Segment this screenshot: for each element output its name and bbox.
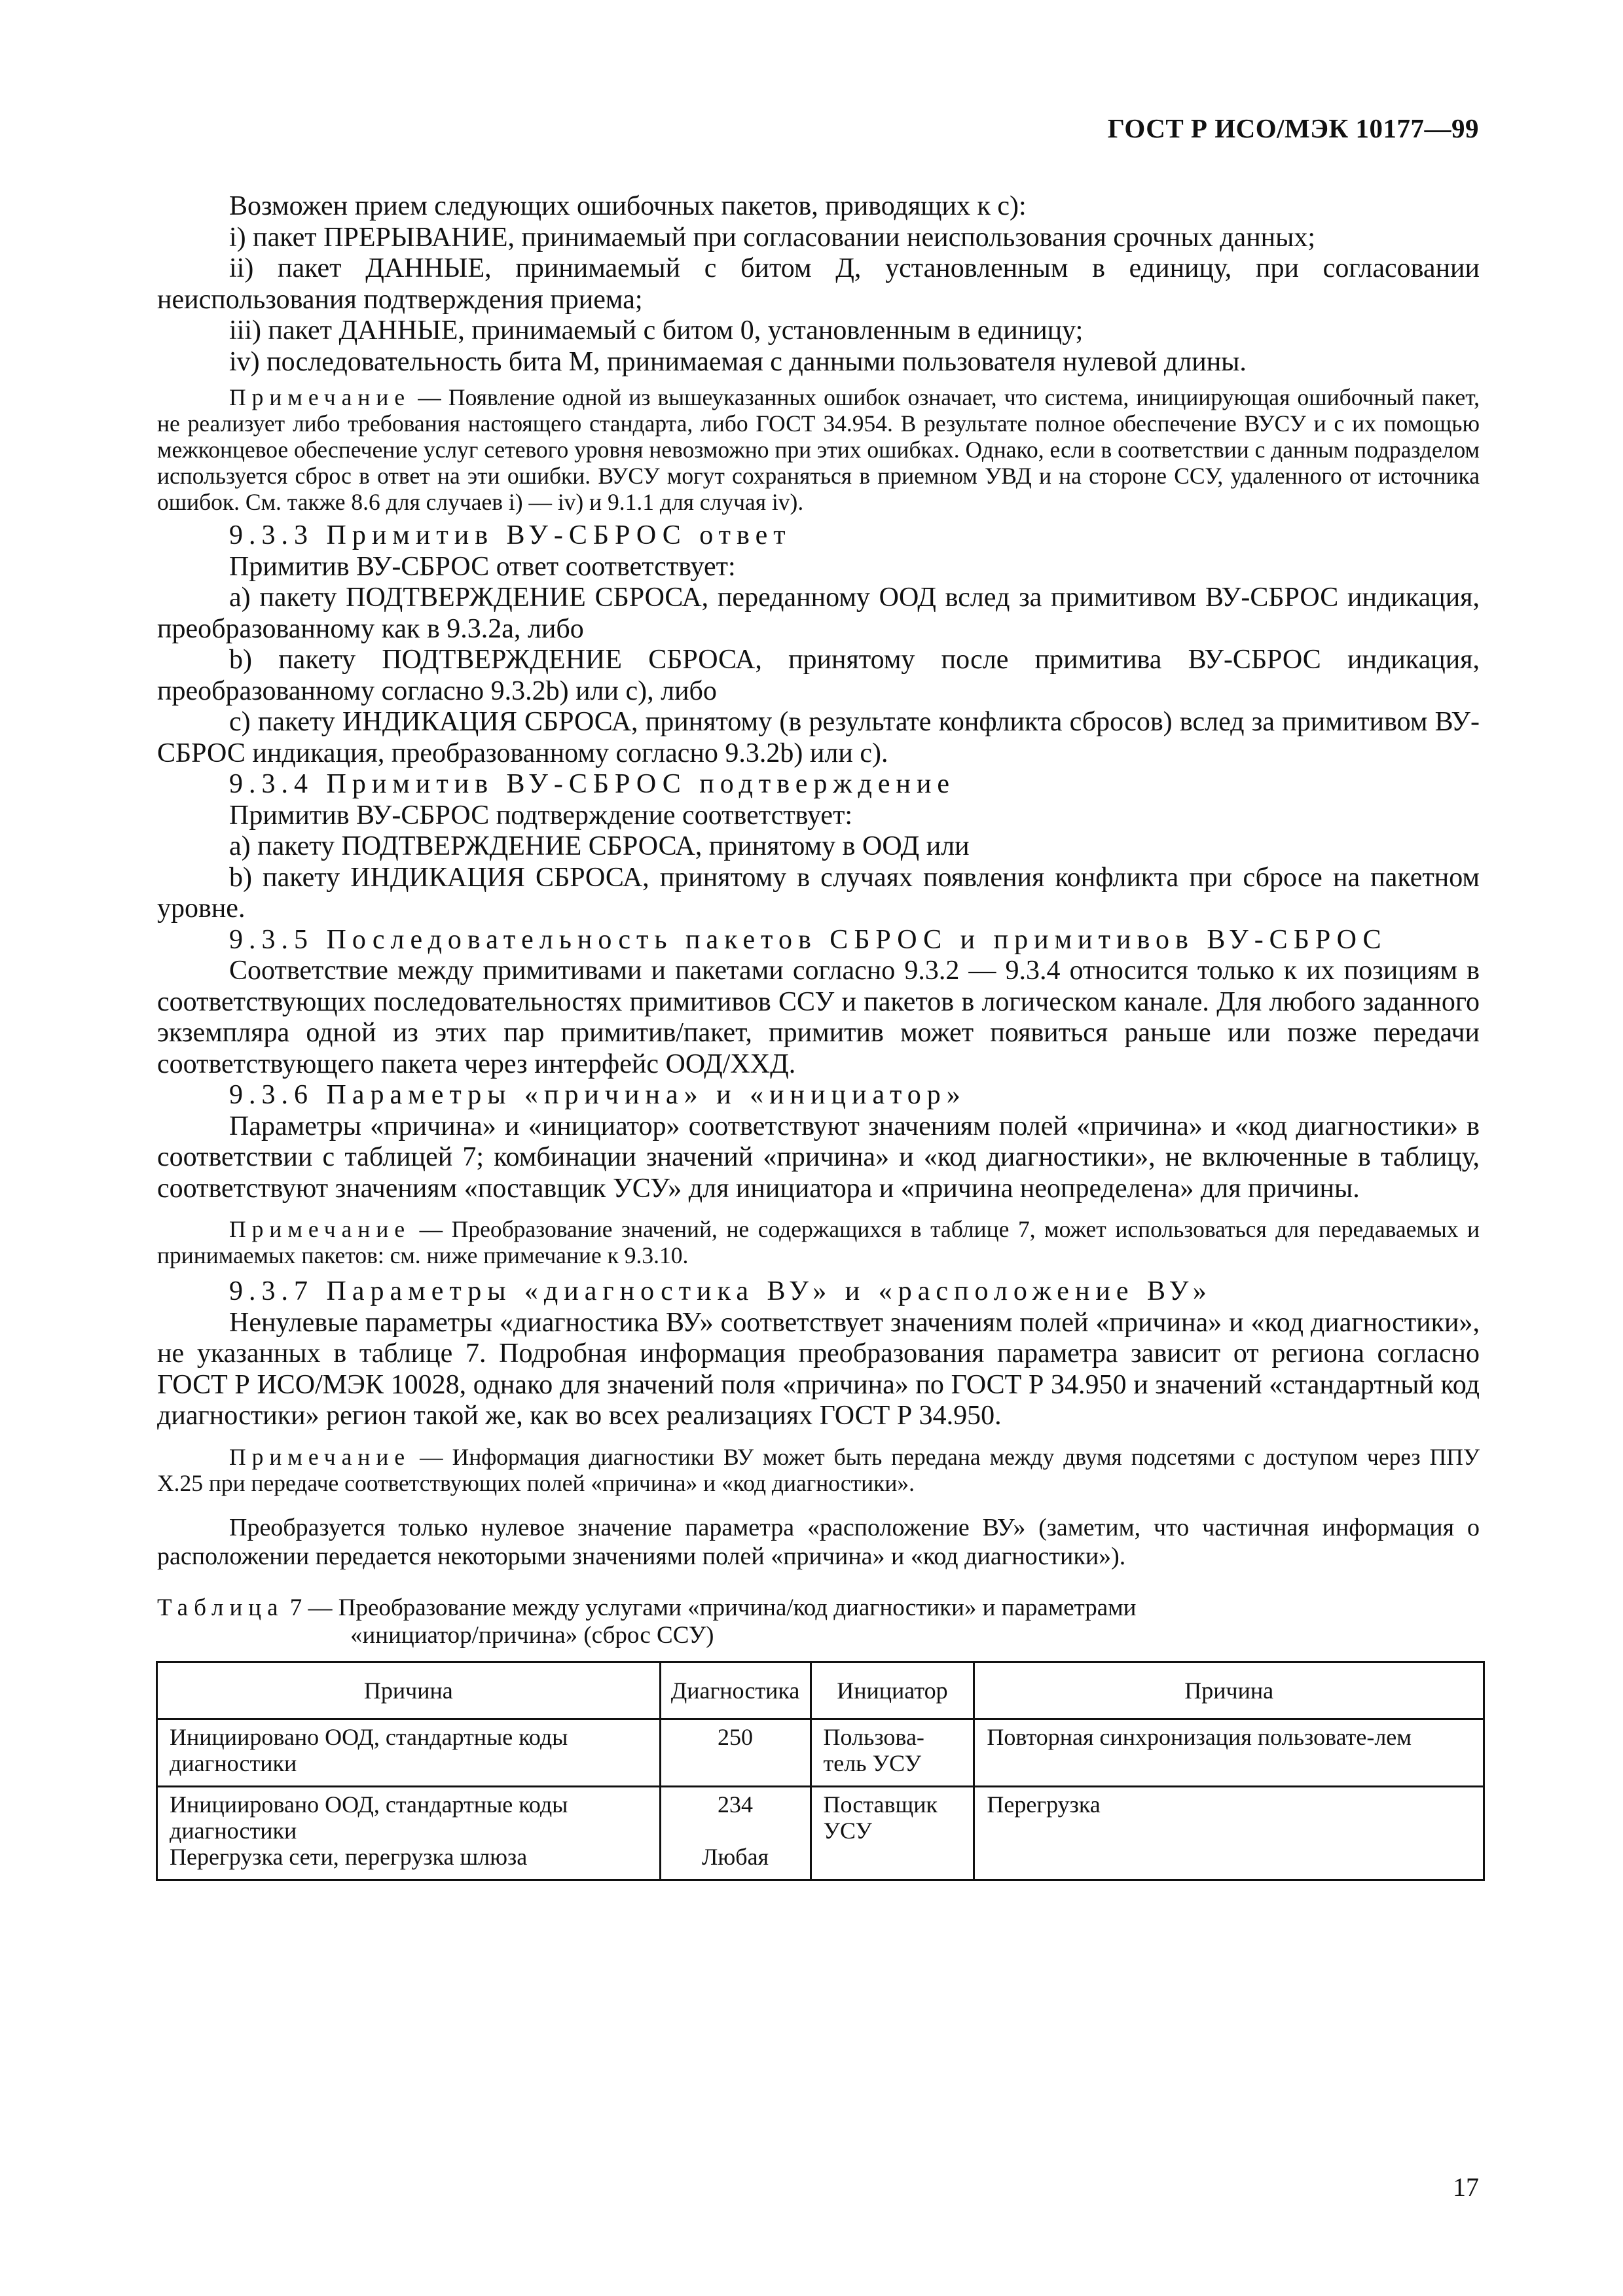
table-cell — [660, 1786, 811, 1880]
list-item: b) пакету ПОДТВЕРЖДЕНИЕ СБРОСА, принятому после примитива ВУ-СБРОС индикация, преобразованному согласно 9.3.2b) или c), либо — [157, 645, 1480, 706]
paragraph: Возможен прием следующих ошибочных пакетов, приводящих к c): — [229, 191, 1027, 221]
section-heading: 9.3.6 Параметры «причина» и «инициатор» — [229, 1080, 966, 1110]
note-text: — Информация диагностики ВУ может быть передана между двумя подсетями с доступом через ППУ X.25 при передаче соответствующих полей «причина» и «код диагностики». — [157, 1443, 1480, 1496]
table-cell: Перегрузка — [974, 1786, 1484, 1880]
table-caption-label: Таблица — [157, 1594, 284, 1621]
cell-line: Инициировано ООД, стандартные коды диагностики — [170, 1791, 568, 1844]
paragraph: Параметры «причина» и «инициатор» соответствуют значениям полей «причина» и «код диагностики» в соответствии с таблицей 7; комбинации значений «причина» и «код диагностики», не включенные в таблицу, соответствуют значениям «поставщик УСУ» для инициатора и «причина неопределена» для причины. — [157, 1111, 1480, 1204]
column-header: Причина — [157, 1662, 661, 1719]
cell-line: Перегрузка сети, перегрузка шлюза — [170, 1843, 528, 1870]
list-item: iv) последовательность бита М, принимаемая с данными пользователя нулевой длины. — [229, 346, 1247, 377]
note — [157, 1216, 1480, 1268]
note-text: — Преобразование значений, не содержащихся в таблице 7, может использоваться для передаваемых и принимаемых пакетов: см. ниже примечание к 9.3.10. — [157, 1216, 1480, 1268]
note-text: — Появление одной из вышеуказанных ошибок означает, что система, инициирующая ошибочный пакет, не реализует либо требования настоящего стандарта, либо ГОСТ 34.954. В результате полное обеспечение ВУСУ и с их помощью межконцевое обеспечение услуг сетевого уровня невозможно при этих ошибках. Однако, если в соответствии с данным подразделом используется сброс в ответ на эти ошибки. ВУСУ могут сохраняться в приемном УВД и на стороне ССУ, удаленного от источника ошибок. См. также 8.6 для случаев i) — iv) и 9.1.1 для случая iv). — [157, 384, 1480, 515]
list-item: c) пакету ИНДИКАЦИЯ СБРОСА, принятому (в результате конфликта сбросов) вслед за примитивом ВУ-СБРОС индикация, преобразованному согласно 9.3.2b) или c). — [157, 707, 1480, 768]
cell-line: Любая — [701, 1843, 769, 1870]
table-cell: 250 — [660, 1719, 811, 1786]
list-item: a) пакету ПОДТВЕРЖДЕНИЕ СБРОСА, принятому в ООД или — [229, 831, 970, 861]
page-number: 17 — [1453, 2172, 1479, 2202]
table-cell: Инициировано ООД, стандартные коды диагностики — [157, 1719, 661, 1786]
column-header: Диагностика — [660, 1662, 811, 1719]
note-label: Примечание — [229, 384, 411, 410]
document-header: ГОСТ Р ИСО/МЭК 10177—99 — [1107, 113, 1479, 143]
paragraph: Ненулевые параметры «диагностика ВУ» соответствует значениям полей «причина» и «код диагностики», не указанных в таблице 7. Подробная информация преобразования параметра зависит от региона согласно ГОСТ Р ИСО/МЭК 10028, однако для значений поля «причина» по ГОСТ Р 34.950 и значений «стандартный код диагностики» регион такой же, как во всех реализациях ГОСТ Р 34.950. — [157, 1307, 1480, 1431]
table-cell: Пользова-тель УСУ — [811, 1719, 974, 1786]
list-item: b) пакету ИНДИКАЦИЯ СБРОСА, принятому в случаях появления конфликта при сбросе на пакетном уровне. — [157, 862, 1480, 924]
table-header-row — [157, 1662, 1484, 1719]
table-row — [157, 1786, 1484, 1880]
column-header: Причина — [974, 1662, 1484, 1719]
paragraph: Примитив ВУ-СБРОС ответ соответствует: — [229, 551, 736, 582]
section-heading: 9.3.7 Параметры «диагностика ВУ» и «расположение ВУ» — [229, 1276, 1213, 1306]
column-header: Инициатор — [811, 1662, 974, 1719]
table-cell: Повторная синхронизация пользовате-лем — [974, 1719, 1484, 1786]
note — [157, 1444, 1480, 1496]
mapping-table — [156, 1661, 1485, 1881]
table-cell — [157, 1786, 661, 1880]
list-item: iii) пакет ДАННЫЕ, принимаемый с битом 0, установленным в единицу; — [229, 315, 1084, 346]
section-heading: 9.3.5 Последовательность пакетов СБРОС и примитивов ВУ-СБРОС — [229, 924, 1387, 955]
table-caption-text: 7 — Преобразование между услугами «причина/код диагностики» и параметрами — [283, 1594, 1137, 1621]
paragraph: Преобразуется только нулевое значение параметра «расположение ВУ» (заметим, что частичная информация о расположении передается некоторыми значениями полей «причина» и «код диагностики»). — [157, 1513, 1480, 1570]
table-row — [157, 1719, 1484, 1786]
paragraph: Соответствие между примитивами и пакетами согласно 9.3.2 — 9.3.4 относится только к их позициям в соответствующих последовательностях примитивов ССУ и пакетов в логическом канале. Для любого заданного экземпляра одной из этих пар примитив/пакет, примитив может появиться раньше или позже передачи соответствующего пакета через интерфейс ООД/ХХД. — [157, 956, 1480, 1079]
note — [157, 384, 1480, 515]
page-content — [157, 191, 1480, 1881]
list-item: a) пакету ПОДТВЕРЖДЕНИЕ СБРОСА, переданному ООД вслед за примитивом ВУ-СБРОС индикация, преобразованному как в 9.3.2a, либо — [157, 583, 1480, 644]
paragraph: Примитив ВУ-СБРОС подтверждение соответствует: — [229, 800, 853, 831]
list-item: ii) пакет ДАННЫЕ, принимаемый с битом Д, установленным в единицу, при согласовании неиспользования подтверждения приема; — [157, 253, 1480, 315]
table-caption-line2: «инициатор/причина» (сброс ССУ) — [350, 1621, 714, 1649]
table-cell: Поставщик УСУ — [811, 1786, 974, 1880]
list-item: i) пакет ПРЕРЫВАНИЕ, принимаемый при согласовании неиспользования срочных данных; — [229, 222, 1316, 253]
section-heading: 9.3.4 Примитив ВУ-СБРОС подтверждение — [229, 769, 956, 799]
note-label: Примечание — [229, 1216, 411, 1242]
table-caption — [157, 1594, 1480, 1622]
cell-line: 234 — [718, 1791, 754, 1818]
section-heading: 9.3.3 Примитив ВУ-СБРОС ответ — [229, 520, 792, 550]
note-label: Примечание — [229, 1443, 411, 1470]
